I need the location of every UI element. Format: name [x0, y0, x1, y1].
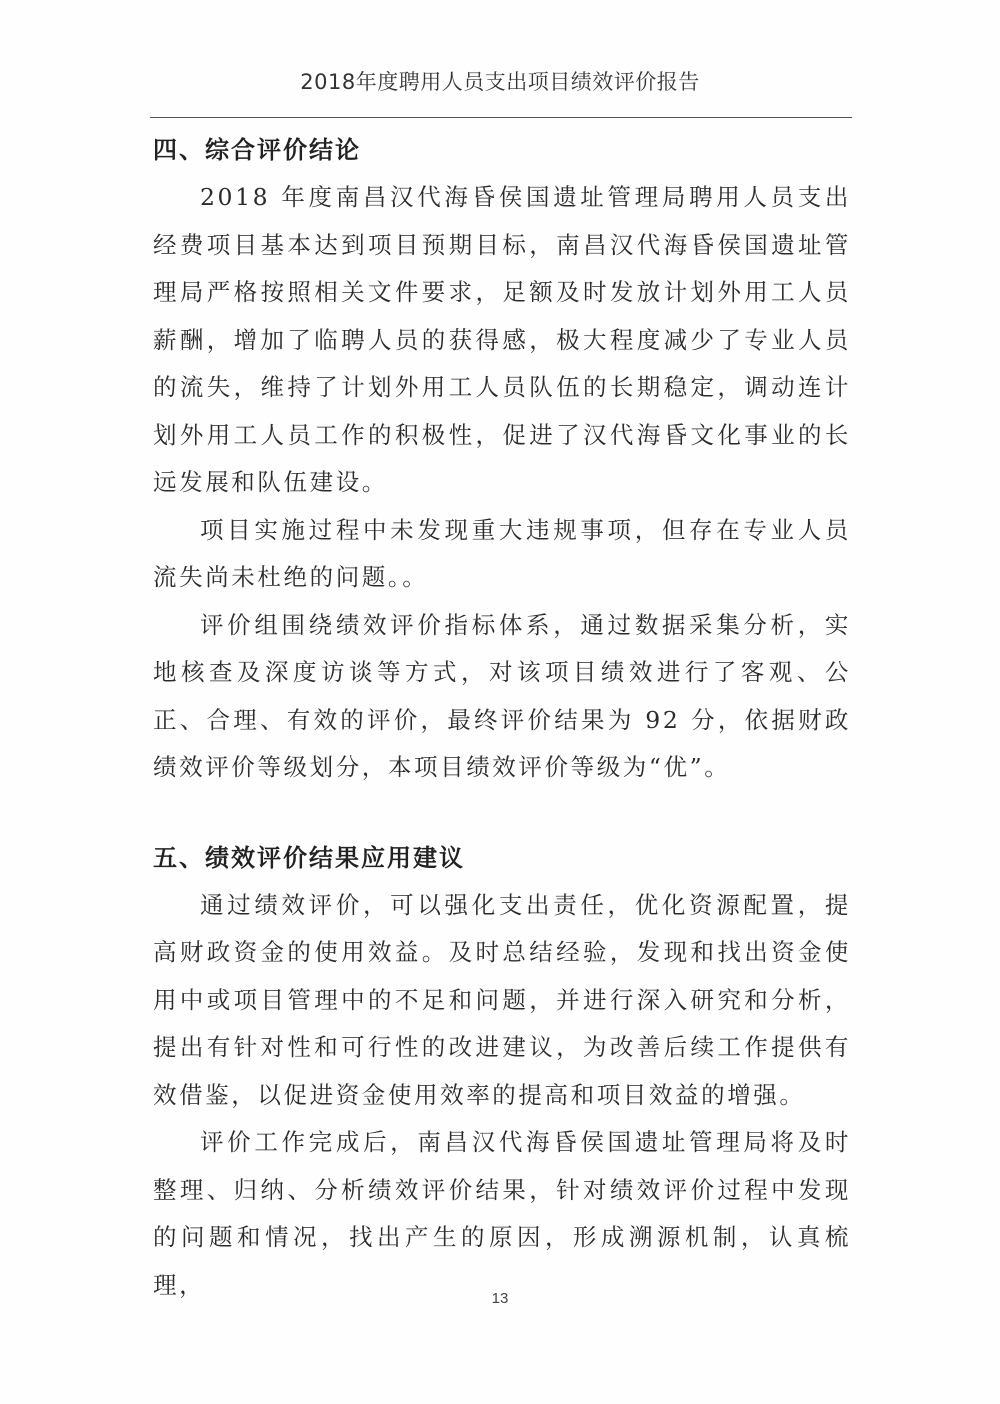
- paragraph: 评价组围绕绩效评价指标体系，通过数据采集分析，实地核查及深度访谈等方式，对该项目绩效进行了客观、公正、合理、有效的评价，最终评价结果为 92 分，依据财政绩效评价等级划分，本项目绩效评价等级为“优”。: [153, 610, 851, 781]
- page-content: [153, 126, 851, 1309]
- section-heading: 四、综合评价结论: [153, 136, 361, 164]
- header-rule: [150, 117, 852, 118]
- paragraph: 评价工作完成后，南昌汉代海昏侯国遗址管理局将及时整理、归纳、分析绩效评价结果，针对绩效评价过程中发现的问题和情况，找出产生的原因，形成溯源机制，认真梳理，: [153, 1128, 851, 1299]
- section-conclusion: [153, 126, 851, 792]
- paragraph: 项目实施过程中未发现重大违规事项，但存在专业人员流失尚未杜绝的问题。。: [153, 515, 851, 591]
- section-heading: 五、绩效评价结果应用建议: [153, 843, 465, 872]
- running-header: 2018年度聘用人员支出项目绩效评价报告: [300, 70, 700, 94]
- page-number: 13: [491, 1290, 509, 1307]
- section-spacer: [153, 792, 851, 834]
- paragraph: 2018 年度南昌汉代海昏侯国遗址管理局聘用人员支出经费项目基本达到项目预期目标，南昌汉代海昏侯国遗址管理局严格按照相关文件要求，足额及时发放计划外用工人员薪酬，增加了临聘人员的获得感，极大程度减少了专业人员的流失，维持了计划外用工人员队伍的长期稳定，调动连计划外用工人员工作的积极性，促进了汉代海昏文化事业的长远发展和队伍建设。: [153, 183, 851, 496]
- section-recommendations: [153, 834, 851, 1310]
- paragraph: 通过绩效评价，可以强化支出责任，优化资源配置，提高财政资金的使用效益。及时总结经验，发现和找出资金使用中或项目管理中的不足和问题，并进行深入研究和分析，提出有针对性和可行性的改进建议，为改善后续工作提供有效借鉴，以促进资金使用效率的提高和项目效益的增强。: [153, 890, 851, 1109]
